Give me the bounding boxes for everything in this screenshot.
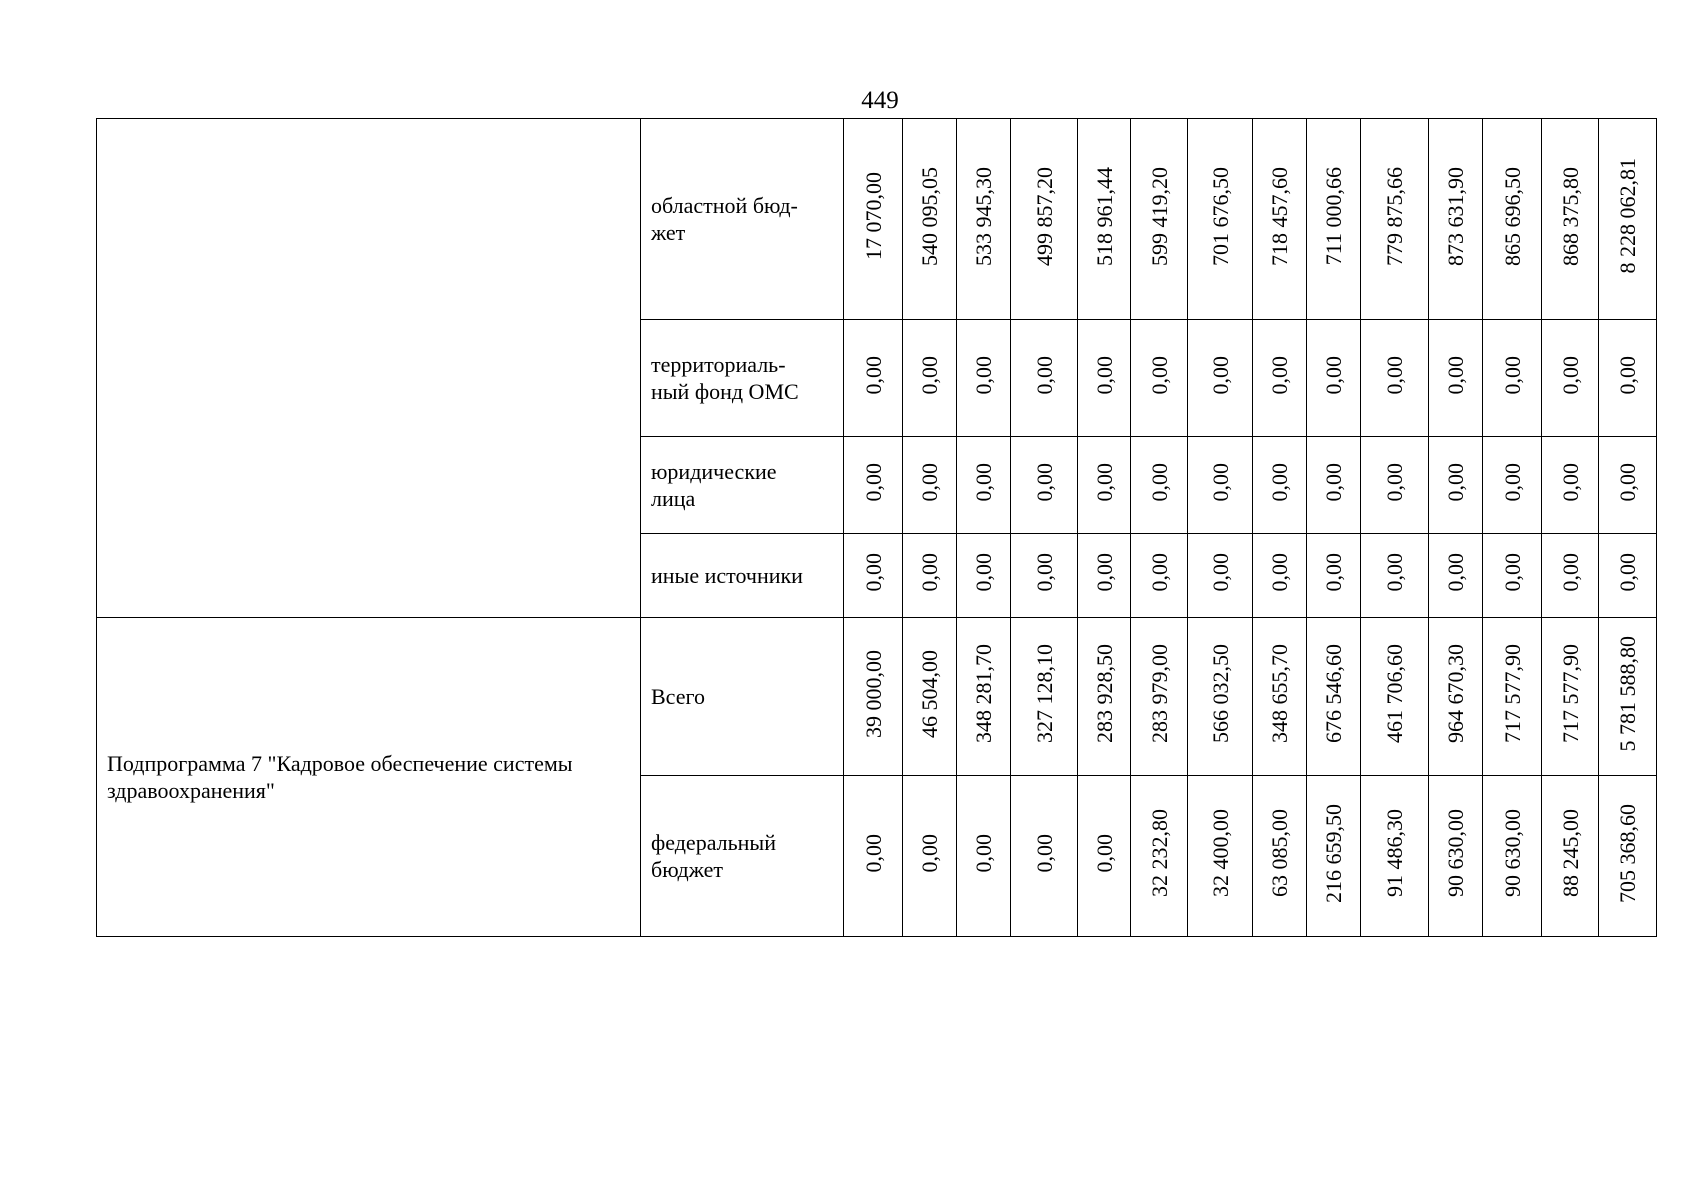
amount-value: 5 781 588,80 [1615,635,1640,752]
amount-value: 283 979,00 [1146,644,1172,743]
amount-cell [1078,618,1131,776]
amount-cell [903,534,957,618]
amount-value: 868 375,80 [1557,166,1583,266]
amount-value: 0,00 [1267,553,1292,592]
funding-source-cell [641,776,844,937]
amount-cell [1307,119,1361,320]
amount-value: 0,00 [1499,355,1525,395]
amount-cell [1599,320,1657,437]
amount-value: 566 032,50 [1207,644,1233,743]
amount-value: 0,00 [1382,553,1407,592]
amount-value: 0,00 [1615,355,1640,395]
amount-value: 0,00 [1091,462,1117,502]
amount-value: 348 655,70 [1267,644,1292,743]
amount-value: 0,00 [1031,462,1057,502]
amount-cell [1253,437,1307,534]
amount-cell [1361,534,1429,618]
amount-value: 0,00 [1443,355,1468,395]
amount-value: 91 486,30 [1382,809,1407,897]
table-row [97,119,1657,320]
amount-cell [1429,119,1483,320]
amount-cell [1078,437,1131,534]
amount-value: 63 085,00 [1267,809,1292,897]
amount-value: 327 128,10 [1031,644,1057,743]
amount-cell [1599,618,1657,776]
amount-value: 0,00 [1267,462,1292,502]
amount-value: 90 630,00 [1499,809,1525,897]
amount-value: 0,00 [1321,462,1346,502]
funding-table [96,118,1657,937]
amount-value: 0,00 [1091,355,1117,395]
amount-value: 0,00 [917,553,942,592]
amount-cell [1361,320,1429,437]
amount-cell [844,776,903,937]
amount-value: 718 457,60 [1267,166,1292,266]
amount-cell [1429,320,1483,437]
amount-value: 0,00 [1091,833,1117,873]
funding-source-cell [641,320,844,437]
amount-cell [1307,320,1361,437]
amount-value: 717 577,90 [1557,644,1583,743]
amount-value: 0,00 [860,553,886,592]
amount-value: 0,00 [1499,553,1525,592]
amount-value: 32 232,80 [1146,809,1172,897]
amount-value: 0,00 [1499,462,1525,502]
amount-cell [1429,618,1483,776]
amount-value: 0,00 [1382,462,1407,502]
amount-value: 90 630,00 [1443,809,1468,897]
amount-cell [1361,776,1429,937]
amount-cell [1361,119,1429,320]
amount-cell [1078,776,1131,937]
amount-value: 0,00 [917,355,942,395]
amount-cell [844,534,903,618]
amount-value: 540 095,05 [917,166,942,266]
amount-value: 0,00 [860,462,886,502]
amount-cell [957,437,1011,534]
amount-value: 0,00 [1031,553,1057,592]
amount-value: 0,00 [1207,462,1233,502]
amount-cell [1483,437,1542,534]
amount-cell [1542,776,1599,937]
program-name-cell: Подпрограмма 7 "Кадровое обеспечение системы здравоохранения" [97,618,641,937]
amount-cell [1429,437,1483,534]
amount-value: 0,00 [917,462,942,502]
amount-value: 873 631,90 [1443,166,1468,266]
amount-cell [1011,119,1078,320]
amount-value: 0,00 [1031,355,1057,395]
funding-source-cell [641,534,844,618]
amount-value: 0,00 [1443,553,1468,592]
amount-value: 0,00 [971,462,996,502]
amount-value: 0,00 [1557,553,1583,592]
amount-value: 0,00 [1146,462,1172,502]
amount-cell [1011,437,1078,534]
amount-value: 32 400,00 [1207,809,1233,897]
amount-cell [1011,618,1078,776]
amount-cell [957,534,1011,618]
page-number: 449 [861,87,899,114]
table-row [97,618,1657,776]
amount-value: 705 368,60 [1615,803,1640,903]
amount-cell [1131,119,1188,320]
amount-cell [1483,776,1542,937]
funding-source-label: областной бюд- жет [651,193,798,245]
amount-cell [1307,618,1361,776]
amount-cell [1307,437,1361,534]
amount-cell [1361,437,1429,534]
amount-cell [844,618,903,776]
amount-value: 0,00 [1146,355,1172,395]
amount-value: 0,00 [1557,355,1583,395]
amount-cell [903,320,957,437]
amount-value: 0,00 [1031,833,1057,873]
amount-cell [1599,776,1657,937]
amount-value: 0,00 [1321,355,1346,395]
amount-cell [1131,437,1188,534]
amount-value: 711 000,66 [1321,166,1346,266]
amount-value: 461 706,60 [1382,644,1407,743]
amount-value: 676 546,60 [1321,644,1346,743]
amount-cell [1542,320,1599,437]
funding-source-cell [641,437,844,534]
amount-cell [1011,534,1078,618]
amount-value: 0,00 [917,833,942,873]
amount-cell [1253,534,1307,618]
amount-value: 701 676,50 [1207,166,1233,266]
amount-cell [1188,618,1253,776]
amount-cell [957,776,1011,937]
amount-cell [1483,618,1542,776]
amount-value: 348 281,70 [971,644,996,743]
amount-cell [844,320,903,437]
funding-source-cell [641,119,844,320]
amount-value: 779 875,66 [1382,166,1407,266]
amount-value: 88 245,00 [1557,809,1583,897]
amount-cell [1131,320,1188,437]
amount-cell [1188,320,1253,437]
amount-value: 599 419,20 [1146,166,1172,266]
amount-cell [957,320,1011,437]
amount-cell [1253,119,1307,320]
amount-value: 0,00 [1382,355,1407,395]
amount-cell [903,776,957,937]
amount-cell [1131,776,1188,937]
amount-value: 17 070,00 [860,172,886,260]
amount-cell [957,618,1011,776]
amount-value: 499 857,20 [1031,166,1057,266]
amount-cell [1483,534,1542,618]
amount-cell [1542,618,1599,776]
amount-value: 865 696,50 [1499,166,1525,266]
amount-cell [844,119,903,320]
amount-cell [1542,534,1599,618]
amount-value: 0,00 [971,355,996,395]
amount-cell [1599,437,1657,534]
amount-cell [1361,618,1429,776]
amount-value: 717 577,90 [1499,644,1525,743]
amount-cell [1253,776,1307,937]
amount-cell [1599,534,1657,618]
funding-source-label: юридические лица [651,459,777,511]
amount-cell [1429,776,1483,937]
amount-value: 0,00 [971,553,996,592]
amount-value: 8 228 062,81 [1615,158,1640,274]
amount-value: 0,00 [1615,553,1640,592]
amount-cell [903,437,957,534]
amount-cell [1188,437,1253,534]
amount-cell [1599,119,1657,320]
amount-value: 39 000,00 [860,649,886,738]
amount-cell [1542,119,1599,320]
amount-value: 0,00 [1321,553,1346,592]
amount-cell [1307,534,1361,618]
amount-value: 0,00 [1146,553,1172,592]
amount-value: 964 670,30 [1443,644,1468,743]
amount-value: 0,00 [1267,355,1292,395]
amount-cell [1307,776,1361,937]
amount-value: 0,00 [860,355,886,395]
amount-value: 0,00 [1207,553,1233,592]
amount-cell [1078,534,1131,618]
amount-cell [1429,534,1483,618]
amount-cell [903,618,957,776]
amount-cell [957,119,1011,320]
funding-source-label: Всего [651,684,705,709]
amount-value: 533 945,30 [971,166,996,266]
funding-source-cell [641,618,844,776]
amount-cell [1483,119,1542,320]
amount-cell [1253,618,1307,776]
amount-cell [1078,119,1131,320]
amount-value: 216 659,50 [1321,803,1346,903]
amount-cell [1483,320,1542,437]
amount-value: 0,00 [860,833,886,873]
funding-source-label: территориаль- ный фонд ОМС [651,352,799,404]
amount-cell [1542,437,1599,534]
funding-source-label: федеральный бюджет [651,830,776,882]
amount-cell [1131,534,1188,618]
funding-source-label: иные источники [651,563,803,588]
amount-cell [903,119,957,320]
amount-cell [1131,618,1188,776]
amount-value: 0,00 [971,833,996,873]
amount-value: 283 928,50 [1091,644,1117,743]
amount-value: 0,00 [1207,355,1233,395]
amount-cell [1188,534,1253,618]
amount-cell [1253,320,1307,437]
amount-value: 0,00 [1443,462,1468,502]
amount-value: 518 961,44 [1091,166,1117,266]
amount-cell [1011,320,1078,437]
program-name-cell [97,119,641,618]
amount-value: 0,00 [1091,553,1117,592]
amount-cell [1078,320,1131,437]
amount-value: 46 504,00 [917,649,942,738]
amount-cell [1188,776,1253,937]
amount-cell [1011,776,1078,937]
amount-value: 0,00 [1557,462,1583,502]
amount-cell [844,437,903,534]
amount-cell [1188,119,1253,320]
amount-value: 0,00 [1615,462,1640,502]
